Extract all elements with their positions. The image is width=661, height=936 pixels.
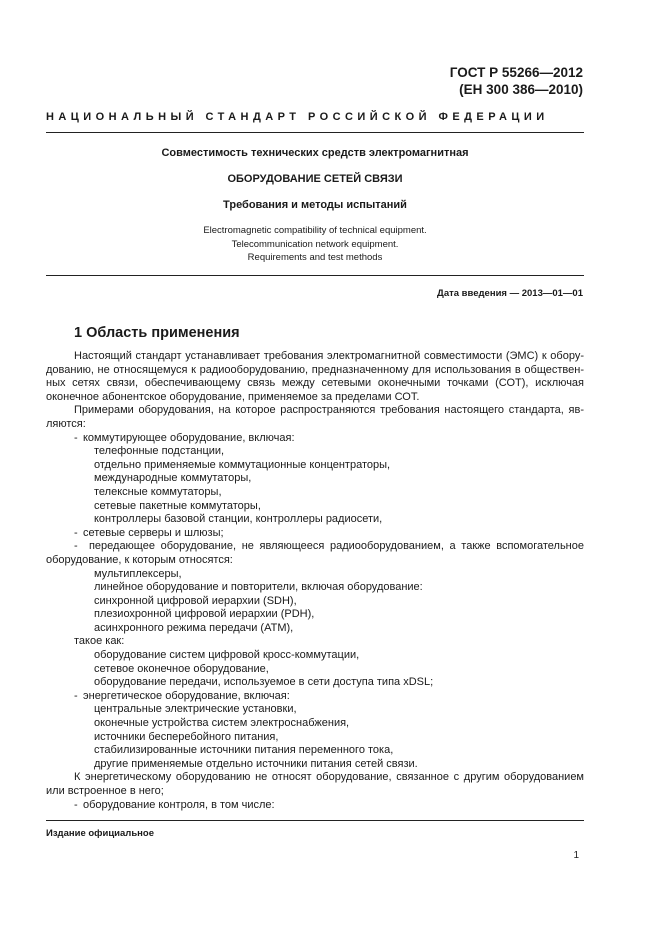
paragraph: К энергетическому оборудованию не относят оборудование, связанное с другим оборудованием или встроенное в него;	[46, 771, 584, 797]
sub-item: центральные электрические установки,	[94, 703, 297, 716]
title-english-line: Telecommunication network equipment.	[231, 238, 399, 250]
sub-item: источники бесперебойного питания,	[94, 730, 279, 743]
sub-item: отдельно применяемые коммутационные концентраторы,	[94, 458, 391, 471]
sub-item: плезиохронной цифровой иерархии (PDH),	[94, 608, 315, 621]
standard-number-block	[450, 64, 583, 98]
sub-item: сетевое оконечное оборудование,	[94, 662, 269, 675]
list-item-text: оборудование контроля, в том числе:	[83, 798, 275, 811]
section-heading: 1 Область применения	[74, 325, 240, 341]
dash-marker: -	[74, 540, 89, 553]
list-item-text: энергетическое оборудование, включая:	[83, 689, 290, 702]
title-rule	[46, 275, 584, 276]
list-item	[46, 432, 584, 446]
title-english-line: Electromagnetic compatibility of technical equipment.	[203, 225, 427, 236]
sub-item: международные коммутаторы,	[94, 472, 252, 485]
national-standard-heading: НАЦИОНАЛЬНЫЙ СТАНДАРТ РОССИЙСКОЙ ФЕДЕРАЦИИ	[46, 111, 549, 123]
title-equipment: ОБОРУДОВАНИЕ СЕТЕЙ СВЯЗИ	[227, 173, 403, 185]
title-english	[46, 224, 584, 265]
sub-item: сетевые пакетные коммутаторы,	[94, 499, 261, 512]
such-as-label: такое как:	[74, 635, 125, 648]
sub-item: мультиплексеры,	[94, 567, 182, 580]
sub-item: оконечные устройства систем электроснабжения,	[94, 717, 350, 730]
dash-marker: -	[74, 798, 78, 811]
title-compatibility: Совместимость технических средств электромагнитная	[161, 147, 469, 159]
title-requirements: Требования и методы испытаний	[223, 199, 407, 211]
sub-item: другие применяемые отдельно источники питания сетей связи.	[94, 757, 418, 770]
list-item	[46, 799, 584, 813]
title-english-line: Requirements and test methods	[247, 252, 383, 263]
en-equivalent: (ЕН 300 386—2010)	[459, 82, 583, 97]
list-item-text: передающее оборудование, не являющееся радиооборудованием, а также вспомогательное оборудование, к которым относятся:	[46, 540, 584, 566]
paragraph: Настоящий стандарт устанавливает требования электромагнитной совместимости (ЭМС) к оборудованию, не относящемуся к радиооборудованию, предназначенному для использования в общественных сетях связи, обеспечивающему связь между сетевыми оконечными точками (СОТ), исключая оконечное абонентское оборудование, применяемое за пределами СОТ.	[46, 350, 584, 403]
footer-rule	[46, 820, 584, 821]
sub-item: телексные коммутаторы,	[94, 485, 222, 498]
page-number: 1	[573, 850, 579, 861]
sub-item: телефонные подстанции,	[94, 445, 225, 458]
section-body	[46, 350, 584, 812]
list-item-text: сетевые серверы и шлюзы;	[83, 526, 224, 539]
sub-item: контроллеры базовой станции, контроллеры радиосети,	[94, 513, 383, 526]
dash-marker: -	[74, 689, 78, 702]
list-item	[46, 690, 584, 704]
paragraph: Примерами оборудования, на которое распространяются требования настоящего стандарта, являются:	[46, 404, 584, 430]
introduction-date: Дата введения — 2013—01—01	[437, 288, 583, 299]
standard-number: ГОСТ Р 55266—2012	[449, 65, 583, 80]
sub-item: линейное оборудование и повторители, включая оборудование:	[94, 581, 423, 594]
list-item	[46, 527, 584, 541]
sub-item: асинхронного режима передачи (ATM),	[94, 621, 294, 634]
list-item-text: коммутирующее оборудование, включая:	[83, 431, 295, 444]
dash-marker: -	[74, 526, 78, 539]
sub-item: оборудование систем цифровой кросс-коммутации,	[94, 649, 360, 662]
list-item-wrapped	[46, 540, 584, 567]
dash-marker: -	[74, 431, 78, 444]
header-rule	[46, 132, 584, 133]
sub-item: оборудование передачи, используемое в сети доступа типа xDSL;	[94, 676, 434, 689]
sub-item: стабилизированные источники питания переменного тока,	[94, 744, 394, 757]
edition-label: Издание официальное	[46, 828, 154, 839]
sub-item: синхронной цифровой иерархии (SDH),	[94, 594, 297, 607]
